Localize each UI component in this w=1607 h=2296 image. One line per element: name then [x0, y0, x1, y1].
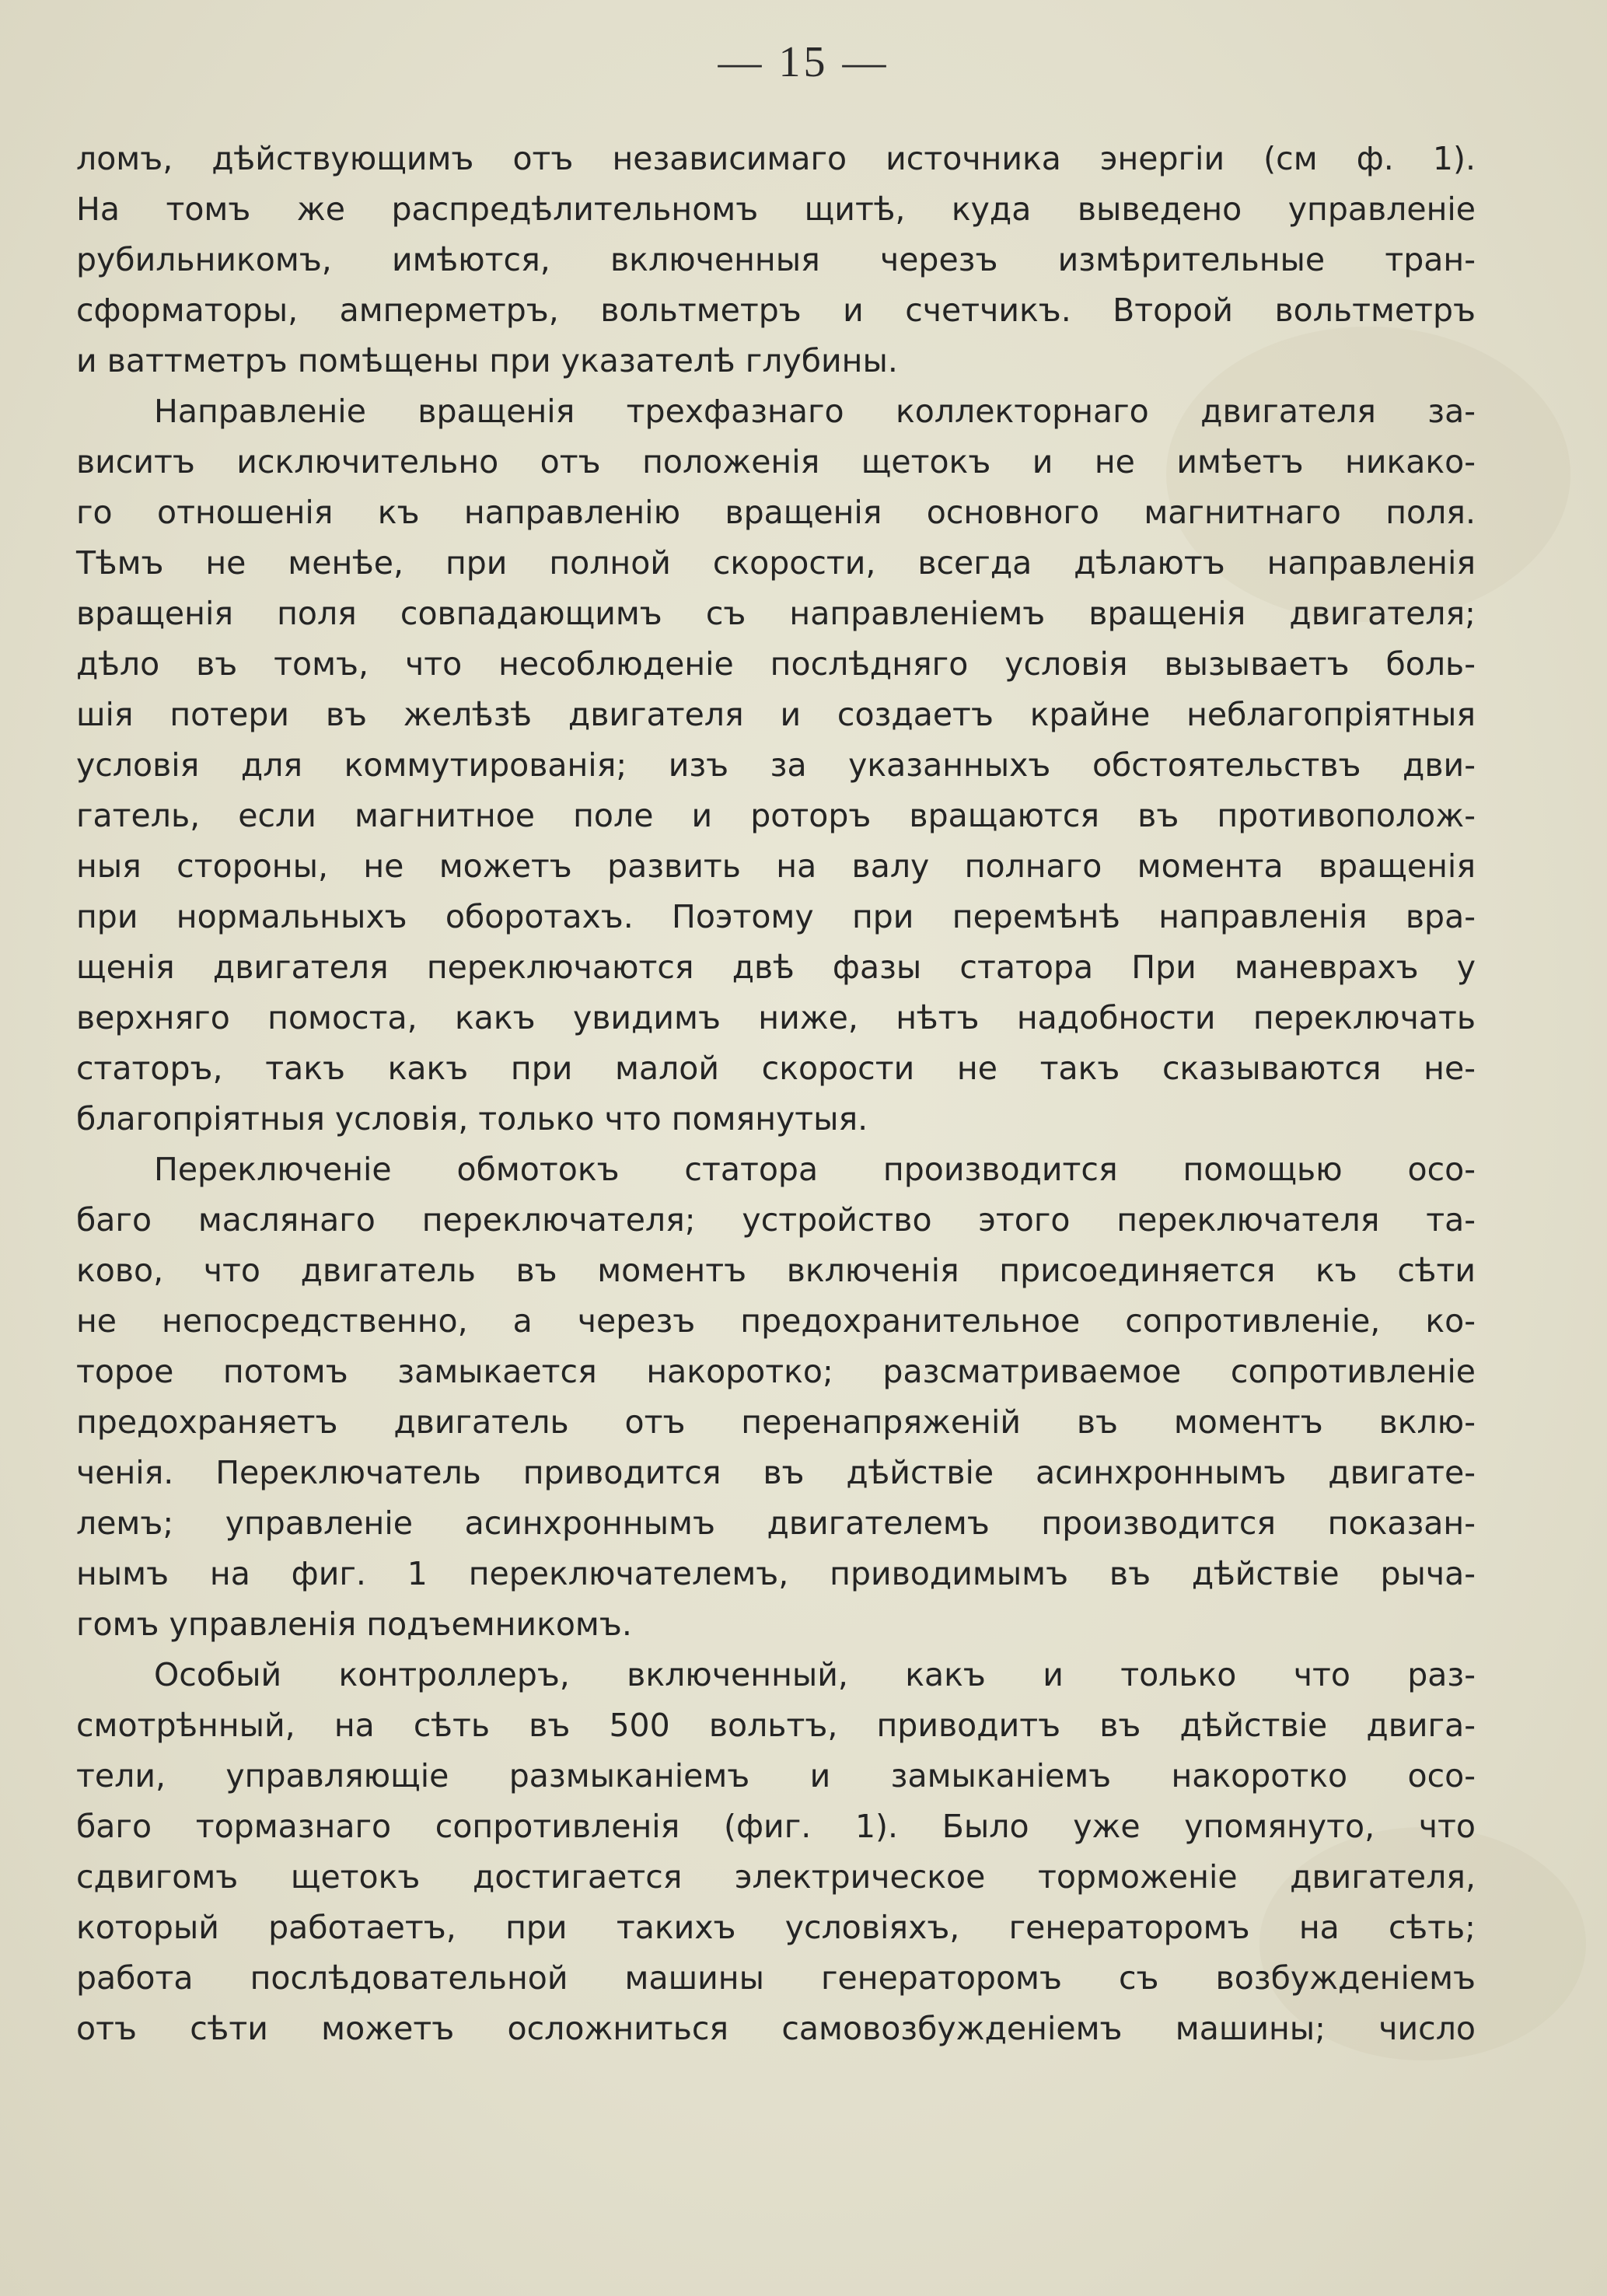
text-line: На томъ же распредѣлительномъ щитѣ, куда выведено управленіе — [76, 190, 1476, 228]
text-line: шія потери въ желѣзѣ двигателя и создаетъ крайне неблагопріятныя — [76, 696, 1476, 733]
page-number: — 15 — — [718, 38, 889, 86]
text-line: который работаетъ, при такихъ условіяхъ, генераторомъ на сѣть; — [76, 1909, 1476, 1946]
text-line: работа послѣдовательной машины генераторомъ съ возбужденіемъ — [76, 1959, 1476, 1997]
text-line: виситъ исключительно отъ положенія щетокъ и не имѣетъ никако- — [76, 443, 1476, 481]
paragraph — [76, 134, 1476, 386]
paragraph — [76, 386, 1476, 1145]
text-line: ково, что двигатель въ моментъ включенія присоединяется къ сѣти — [76, 1252, 1476, 1289]
text-line: лемъ; управленіе асинхроннымъ двигателемъ производится показан- — [76, 1504, 1476, 1542]
paragraph — [76, 1650, 1476, 2054]
body-text — [76, 134, 1476, 2054]
text-line: Тѣмъ не менѣе, при полной скорости, всегда дѣлаютъ направленія — [76, 544, 1476, 582]
text-line: Переключеніе обмотокъ статора производится помощью осо- — [154, 1151, 1476, 1188]
text-line: отъ сѣти можетъ осложниться самовозбужденіемъ машины; число — [76, 2010, 1476, 2047]
text-line: тели, управляющіе размыканіемъ и замыканіемъ накоротко осо- — [76, 1757, 1476, 1795]
text-line: гомъ управленія подъемникомъ. — [76, 1606, 632, 1643]
text-line: баго маслянаго переключателя; устройство этого переключателя та- — [76, 1201, 1476, 1239]
text-line: сформаторы, амперметръ, вольтметръ и счетчикъ. Второй вольтметръ — [76, 292, 1476, 329]
text-line: при нормальныхъ оборотахъ. Поэтому при перемѣнѣ направленія вра- — [76, 898, 1476, 935]
text-line: сдвигомъ щетокъ достигается электрическое торможеніе двигателя, — [76, 1858, 1476, 1896]
text-line: предохраняетъ двигатель отъ перенапряженій въ моментъ вклю- — [76, 1403, 1476, 1441]
text-line: Особый контроллеръ, включенный, какъ и только что раз- — [154, 1656, 1476, 1693]
text-line: вращенія поля совпадающимъ съ направленіемъ вращенія двигателя; — [76, 595, 1476, 632]
text-line: ломъ, дѣйствующимъ отъ независимаго источника энергіи (см ф. 1). — [76, 140, 1476, 177]
text-line: условія для коммутированія; изъ за указанныхъ обстоятельствъ дви- — [76, 746, 1476, 784]
text-line: го отношенія къ направленію вращенія основного магнитнаго поля. — [76, 494, 1476, 531]
text-line: смотрѣнный, на сѣть въ 500 вольтъ, приводитъ въ дѣйствіе двига- — [76, 1707, 1476, 1744]
text-line: дѣло въ томъ, что несоблюденіе послѣдняго условія вызываетъ боль- — [76, 645, 1476, 683]
text-line: нымъ на фиг. 1 переключателемъ, приводимымъ въ дѣйствіе рыча- — [76, 1555, 1476, 1592]
paragraph — [76, 1145, 1476, 1650]
text-line: ныя стороны, не можетъ развить на валу полнаго момента вращенія — [76, 847, 1476, 885]
text-line: не непосредственно, а черезъ предохранительное сопротивленіе, ко- — [76, 1302, 1476, 1340]
text-line: гатель, если магнитное поле и роторъ вращаются въ противополож- — [76, 797, 1476, 834]
text-line: верхняго помоста, какъ увидимъ ниже, нѣтъ надобности переключать — [76, 999, 1476, 1036]
text-line: ченія. Переключатель приводится въ дѣйствіе асинхроннымъ двигате- — [76, 1454, 1476, 1491]
text-line: статоръ, такъ какъ при малой скорости не такъ сказываются не- — [76, 1050, 1476, 1087]
text-line: торое потомъ замыкается накоротко; разсматриваемое сопротивленіе — [76, 1353, 1476, 1390]
text-line: благопріятныя условія, только что помянутыя. — [76, 1100, 868, 1138]
text-line: рубильникомъ, имѣются, включенныя черезъ измѣрительные тран- — [76, 241, 1476, 278]
text-line: баго тормазнаго сопротивленія (фиг. 1). Было уже упомянуто, что — [76, 1808, 1476, 1845]
text-line: и ваттметръ помѣщены при указателѣ глубины. — [76, 342, 898, 379]
text-line: щенія двигателя переключаются двѣ фазы статора При маневрахъ у — [76, 949, 1476, 986]
text-line: Направленіе вращенія трехфазнаго коллекторнаго двигателя за- — [154, 393, 1476, 430]
